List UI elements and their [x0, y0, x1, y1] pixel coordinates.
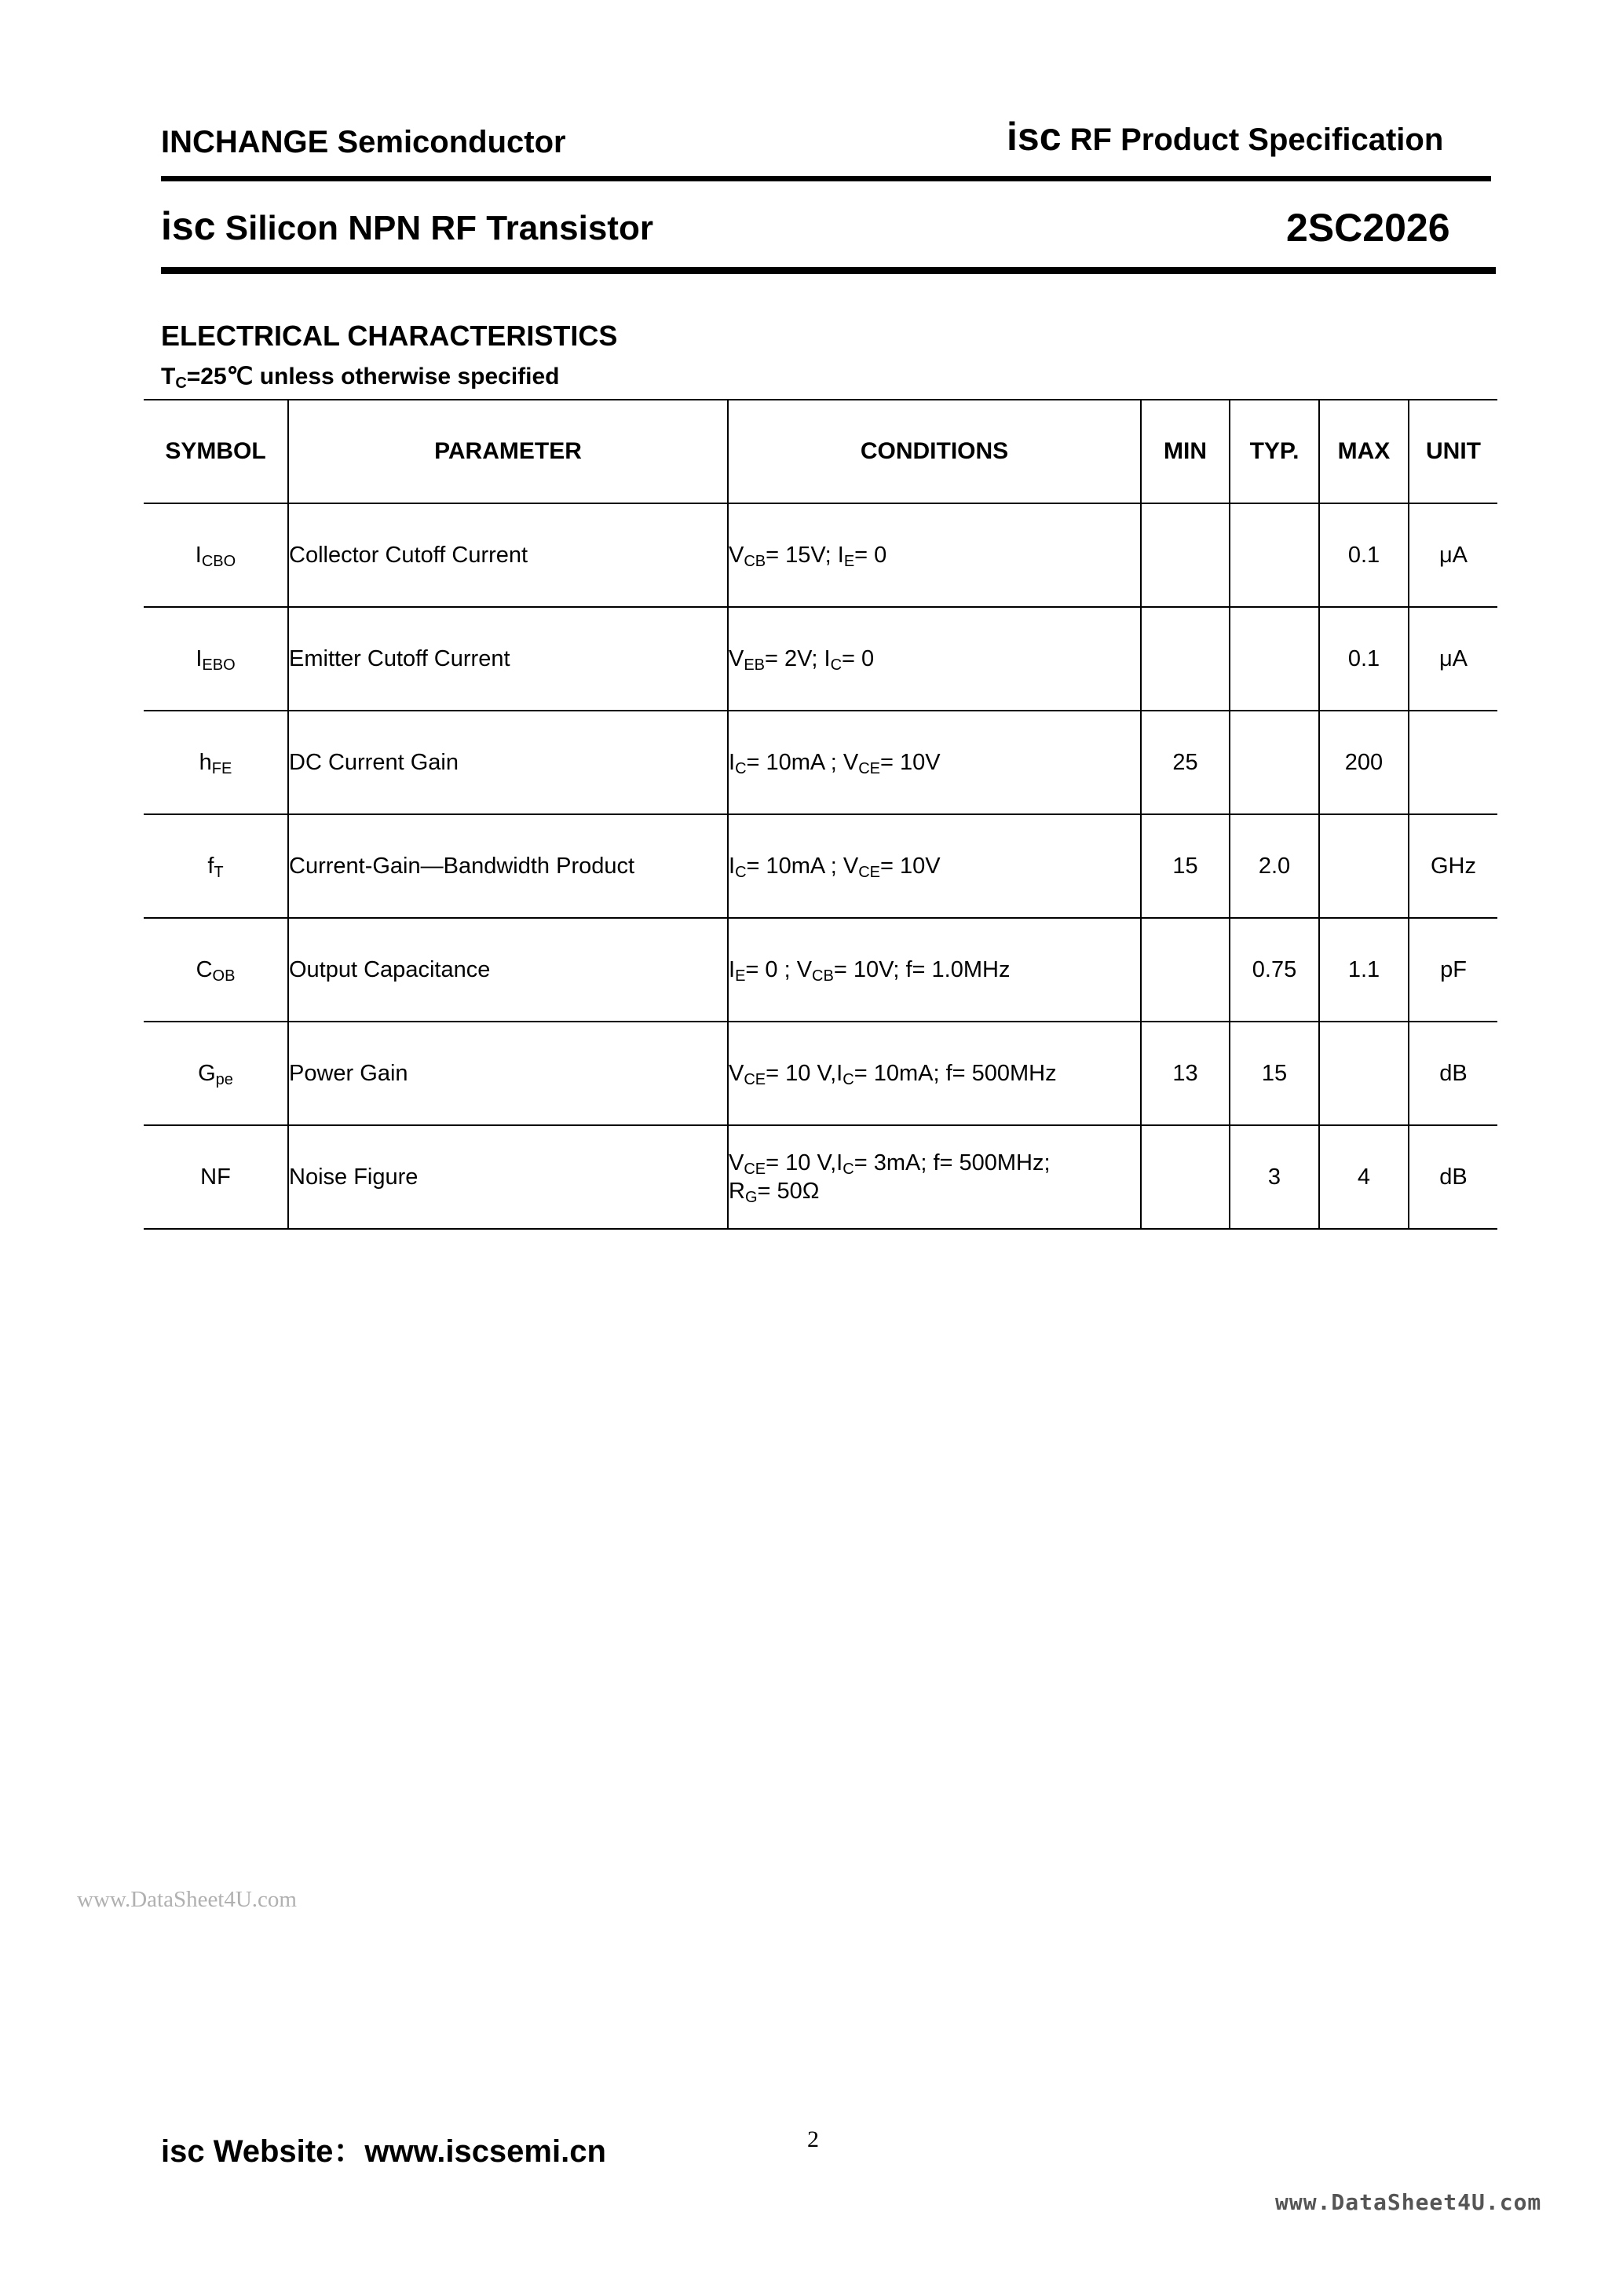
min-cell — [1141, 607, 1230, 711]
symbol-cell: $I_{CBO}$ — [144, 503, 288, 607]
parameter-cell: Output Capacitance — [288, 918, 728, 1022]
parameter-cell: Noise Figure — [288, 1125, 728, 1229]
unit-cell: pF — [1409, 918, 1497, 1022]
typ-cell: 0.75 — [1230, 918, 1319, 1022]
table-row — [144, 607, 1497, 711]
isc-brand: isc — [161, 2134, 205, 2169]
max-cell: 4 — [1319, 1125, 1409, 1229]
website-link[interactable]: www.iscsemi.cn — [364, 2134, 606, 2169]
parameter-cell: Emitter Cutoff Current — [288, 607, 728, 711]
unit-cell: dB — [1409, 1125, 1497, 1229]
parameter-cell: Current-Gain—Bandwidth Product — [288, 814, 728, 918]
symbol-cell: $f_T$ — [144, 814, 288, 918]
max-cell: 0.1 — [1319, 607, 1409, 711]
spec-type-title: isc RF Product Specification — [1007, 115, 1444, 159]
conditions-cell: $I_C= 10mA$ ; $V_{CE}= 10V$ — [728, 711, 1141, 814]
product-description: isc Silicon NPN RF Transistor — [161, 204, 653, 248]
conditions-cell: $V_{CE}= 10$ $V,I_C= 10mA$; f= 500MHz — [728, 1022, 1141, 1125]
conditions-cell: $I_E= 0$ ; $V_{CB}= 10V$; f= 1.0MHz — [728, 918, 1141, 1022]
table-row — [144, 814, 1497, 918]
table-row — [144, 711, 1497, 814]
max-cell: 200 — [1319, 711, 1409, 814]
col-header-symbol: SYMBOL — [144, 400, 288, 503]
electrical-characteristics-table — [144, 399, 1497, 1230]
max-cell: 1.1 — [1319, 918, 1409, 1022]
conditions-cell: $V_{EB}= 2V$; $I_C= 0$ — [728, 607, 1141, 711]
table-header-row — [144, 400, 1497, 503]
header-rule-1 — [161, 176, 1491, 181]
min-cell — [1141, 1125, 1230, 1229]
col-header-min: MIN — [1141, 400, 1230, 503]
col-header-typ: TYP. — [1230, 400, 1319, 503]
symbol-cell: $C_{OB}$ — [144, 918, 288, 1022]
typ-cell — [1230, 711, 1319, 814]
watermark-right: www.DataSheet4U.com — [1275, 2189, 1542, 2215]
table-row — [144, 503, 1497, 607]
page-number: 2 — [807, 2126, 819, 2152]
unit-cell — [1409, 711, 1497, 814]
watermark-left: www.DataSheet4U.com — [77, 1887, 297, 1912]
unit-cell: dB — [1409, 1022, 1497, 1125]
symbol-cell: $G_{pe}$ — [144, 1022, 288, 1125]
min-cell — [1141, 503, 1230, 607]
min-cell: 25 — [1141, 711, 1230, 814]
isc-brand: isc — [1007, 115, 1062, 159]
typ-cell: 2.0 — [1230, 814, 1319, 918]
conditions-cell: $V_{CB}= 15V$; $I_E= 0$ — [728, 503, 1141, 607]
test-condition-note: $T_C=25℃$ unless otherwise specified — [161, 364, 560, 392]
parameter-cell: Power Gain — [288, 1022, 728, 1125]
typ-cell: 15 — [1230, 1022, 1319, 1125]
conditions-cell: $I_C= 10mA$ ; $V_{CE}= 10V$ — [728, 814, 1141, 918]
table-row — [144, 918, 1497, 1022]
col-header-max: MAX — [1319, 400, 1409, 503]
part-number: 2SC2026 — [1286, 206, 1450, 250]
symbol-cell: $I_{EBO}$ — [144, 607, 288, 711]
min-cell — [1141, 918, 1230, 1022]
unit-cell: μA — [1409, 503, 1497, 607]
isc-brand: isc — [161, 204, 216, 248]
table-row — [144, 1022, 1497, 1125]
section-title: ELECTRICAL CHARACTERISTICS — [161, 320, 618, 352]
footer-website: isc Website：www.iscsemi.cn — [161, 2134, 606, 2169]
col-header-parameter: PARAMETER — [288, 400, 728, 503]
typ-cell — [1230, 607, 1319, 711]
unit-cell: μA — [1409, 607, 1497, 711]
col-header-unit: UNIT — [1409, 400, 1497, 503]
parameter-cell: Collector Cutoff Current — [288, 503, 728, 607]
col-header-conditions: CONDITIONS — [728, 400, 1141, 503]
unit-cell: GHz — [1409, 814, 1497, 918]
min-cell: 15 — [1141, 814, 1230, 918]
table-row — [144, 1125, 1497, 1229]
max-cell — [1319, 814, 1409, 918]
symbol-cell: $h_{FE}$ — [144, 711, 288, 814]
conditions-cell: $V_{CE}= 10$ $V,I_C= 3mA$; f= 500MHz; $R_G= 50\Omega$ — [728, 1125, 1141, 1229]
company-name: INCHANGE Semiconductor — [161, 125, 566, 159]
max-cell: 0.1 — [1319, 503, 1409, 607]
header-rule-2 — [161, 267, 1496, 274]
min-cell: 13 — [1141, 1022, 1230, 1125]
max-cell — [1319, 1022, 1409, 1125]
typ-cell — [1230, 503, 1319, 607]
parameter-cell: DC Current Gain — [288, 711, 728, 814]
symbol-cell: NF — [144, 1125, 288, 1229]
typ-cell: 3 — [1230, 1125, 1319, 1229]
